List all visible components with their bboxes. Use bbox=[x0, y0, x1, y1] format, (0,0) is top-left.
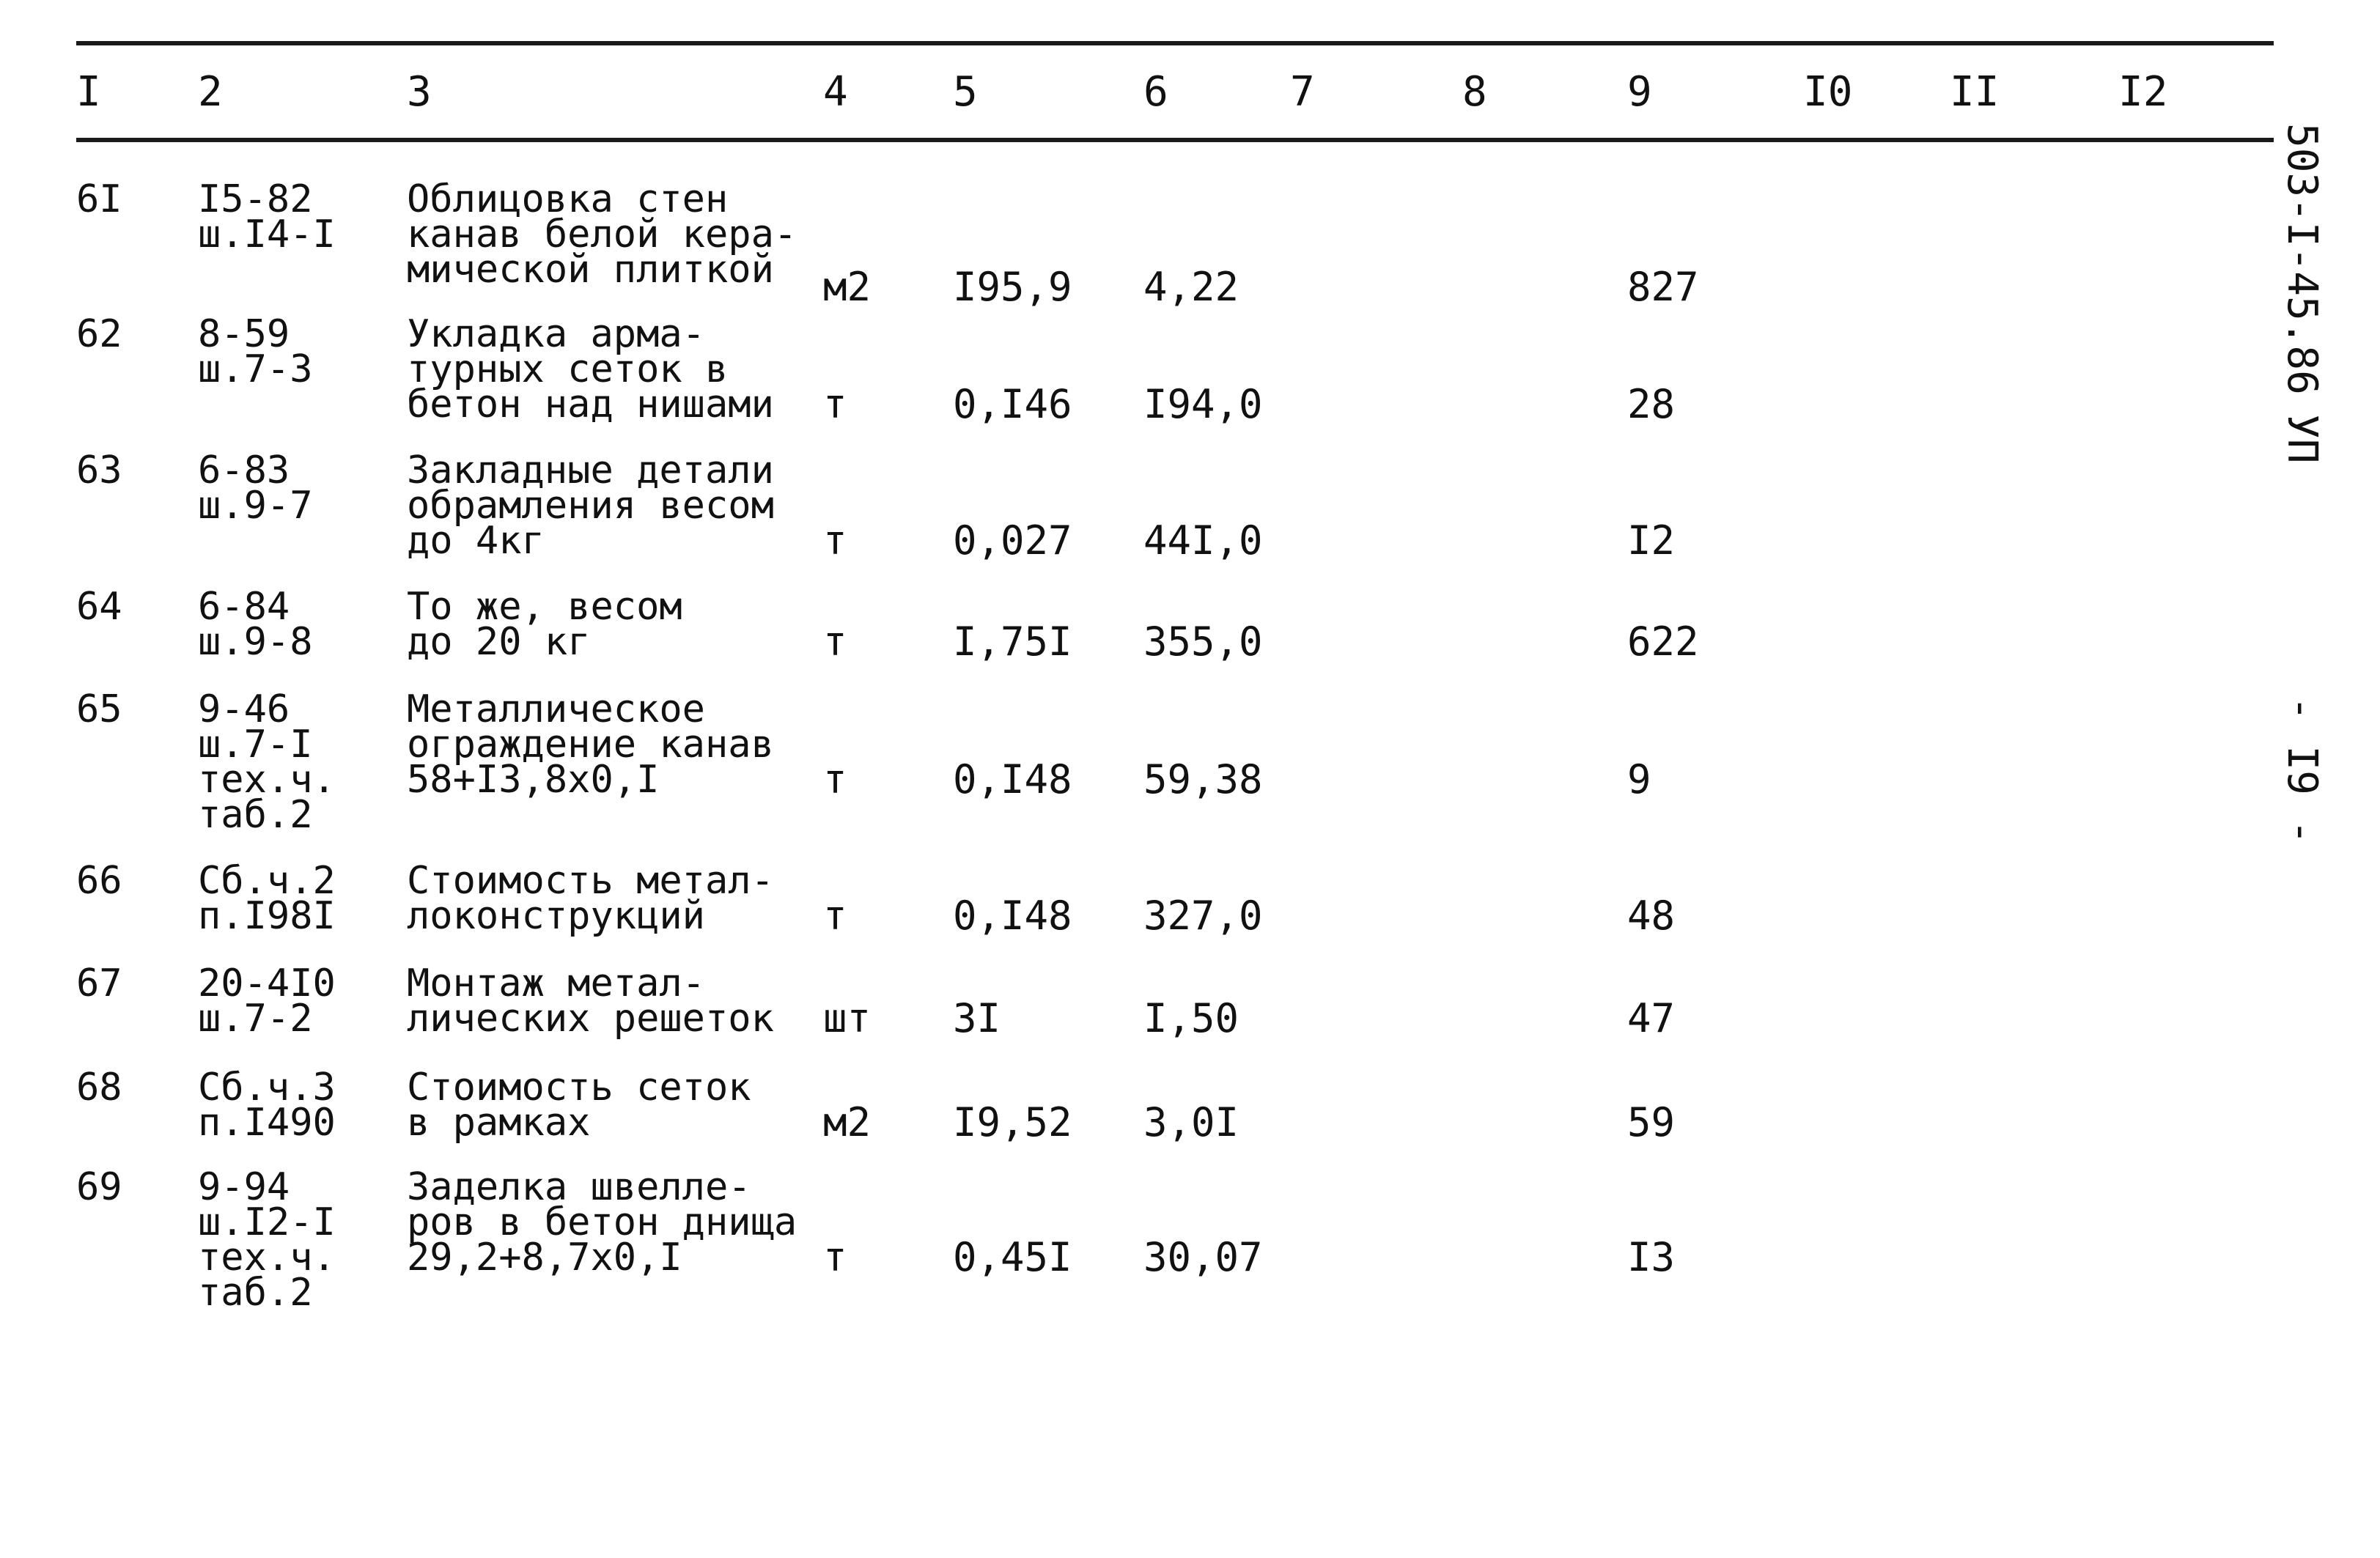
norm-reference: Сб.ч.3 п.I490 bbox=[198, 1066, 336, 1145]
norm-reference: 6-83 ш.9-7 bbox=[198, 448, 313, 528]
work-name: То же, весом до 20 кг bbox=[407, 585, 682, 664]
unit-price: 44I,0 bbox=[1143, 517, 1263, 564]
unit-price: 59,38 bbox=[1143, 756, 1263, 802]
work-name: Укладка арма- турных сеток в бетон над нишами bbox=[407, 312, 774, 427]
total-cost: 48 bbox=[1627, 893, 1676, 939]
norm-reference: I5-82 ш.I4-I bbox=[198, 177, 336, 256]
unit: м2 bbox=[823, 1099, 872, 1145]
row-number: 63 bbox=[76, 448, 122, 492]
work-name: Металлическое ограждение канав 58+I3,8х0,I bbox=[407, 687, 774, 802]
unit-price: I94,0 bbox=[1143, 381, 1263, 427]
column-header-12: I2 bbox=[2118, 68, 2168, 116]
top-rule bbox=[76, 41, 2274, 45]
quantity: 0,027 bbox=[953, 517, 1072, 564]
unit: т bbox=[823, 619, 847, 665]
unit: шт bbox=[823, 995, 872, 1041]
work-name: Заделка швелле- ров в бетон днища 29,2+8,7х0,I bbox=[407, 1165, 797, 1280]
unit: т bbox=[823, 517, 847, 564]
quantity: 0,I48 bbox=[953, 756, 1072, 802]
column-header-2: 2 bbox=[198, 68, 223, 116]
work-name: Облицовка стен канав белой кера- мической плиткой bbox=[407, 177, 797, 292]
row-number: 66 bbox=[76, 859, 122, 903]
row-number: 67 bbox=[76, 961, 122, 1005]
total-cost: 622 bbox=[1627, 619, 1699, 665]
row-number: 69 bbox=[76, 1165, 122, 1209]
unit-price: 30,07 bbox=[1143, 1234, 1263, 1280]
column-header-7: 7 bbox=[1290, 68, 1315, 116]
quantity: 3I bbox=[953, 995, 1001, 1041]
quantity: 0,I46 bbox=[953, 381, 1072, 427]
header-rule bbox=[76, 138, 2274, 142]
work-name: Стоимость сеток в рамках bbox=[407, 1066, 751, 1145]
unit: м2 bbox=[823, 264, 872, 310]
norm-reference: 9-46 ш.7-I тех.ч. таб.2 bbox=[198, 687, 336, 837]
column-header-1: I bbox=[76, 68, 101, 116]
work-name: Монтаж метал- лических решеток bbox=[407, 961, 774, 1041]
unit-price: I,50 bbox=[1143, 995, 1239, 1041]
page-number: - I9 - bbox=[2278, 696, 2326, 845]
total-cost: 47 bbox=[1627, 995, 1676, 1041]
total-cost: 28 bbox=[1627, 381, 1676, 427]
album-label: УП bbox=[2278, 414, 2326, 464]
quantity: 0,I48 bbox=[953, 893, 1072, 939]
quantity: I9,52 bbox=[953, 1099, 1072, 1145]
unit-price: 327,0 bbox=[1143, 893, 1263, 939]
doc-code-label: 503-I-45.86 bbox=[2278, 123, 2326, 395]
unit: т bbox=[823, 893, 847, 939]
column-header-4: 4 bbox=[823, 68, 848, 116]
column-header-11: II bbox=[1950, 68, 2000, 116]
total-cost: 827 bbox=[1627, 264, 1699, 310]
norm-reference: 9-94 ш.I2-I тех.ч. таб.2 bbox=[198, 1165, 336, 1315]
unit-price: 355,0 bbox=[1143, 619, 1263, 665]
total-cost: 9 bbox=[1627, 756, 1651, 802]
norm-reference: 6-84 ш.9-8 bbox=[198, 585, 313, 664]
row-number: 65 bbox=[76, 687, 122, 731]
column-header-10: I0 bbox=[1803, 68, 1853, 116]
norm-reference: 8-59 ш.7-3 bbox=[198, 312, 313, 391]
row-number: 6I bbox=[76, 177, 122, 221]
total-cost: I3 bbox=[1627, 1234, 1676, 1280]
unit: т bbox=[823, 1234, 847, 1280]
row-number: 68 bbox=[76, 1066, 122, 1110]
row-number: 62 bbox=[76, 312, 122, 356]
row-number: 64 bbox=[76, 585, 122, 629]
column-header-3: 3 bbox=[407, 68, 432, 116]
norm-reference: 20-4I0 ш.7-2 bbox=[198, 961, 336, 1041]
total-cost: 59 bbox=[1627, 1099, 1676, 1145]
unit: т bbox=[823, 381, 847, 427]
column-header-6: 6 bbox=[1143, 68, 1168, 116]
quantity: 0,45I bbox=[953, 1234, 1072, 1280]
column-header-9: 9 bbox=[1627, 68, 1652, 116]
total-cost: I2 bbox=[1627, 517, 1676, 564]
column-header-5: 5 bbox=[953, 68, 978, 116]
unit: т bbox=[823, 756, 847, 802]
work-name: Стоимость метал- локонструкций bbox=[407, 859, 774, 938]
unit-price: 3,0I bbox=[1143, 1099, 1239, 1145]
work-name: Закладные детали обрамления весом до 4кг bbox=[407, 448, 774, 563]
norm-reference: Сб.ч.2 п.I98I bbox=[198, 859, 336, 938]
column-header-8: 8 bbox=[1462, 68, 1487, 116]
quantity: I95,9 bbox=[953, 264, 1072, 310]
unit-price: 4,22 bbox=[1143, 264, 1239, 310]
quantity: I,75I bbox=[953, 619, 1072, 665]
